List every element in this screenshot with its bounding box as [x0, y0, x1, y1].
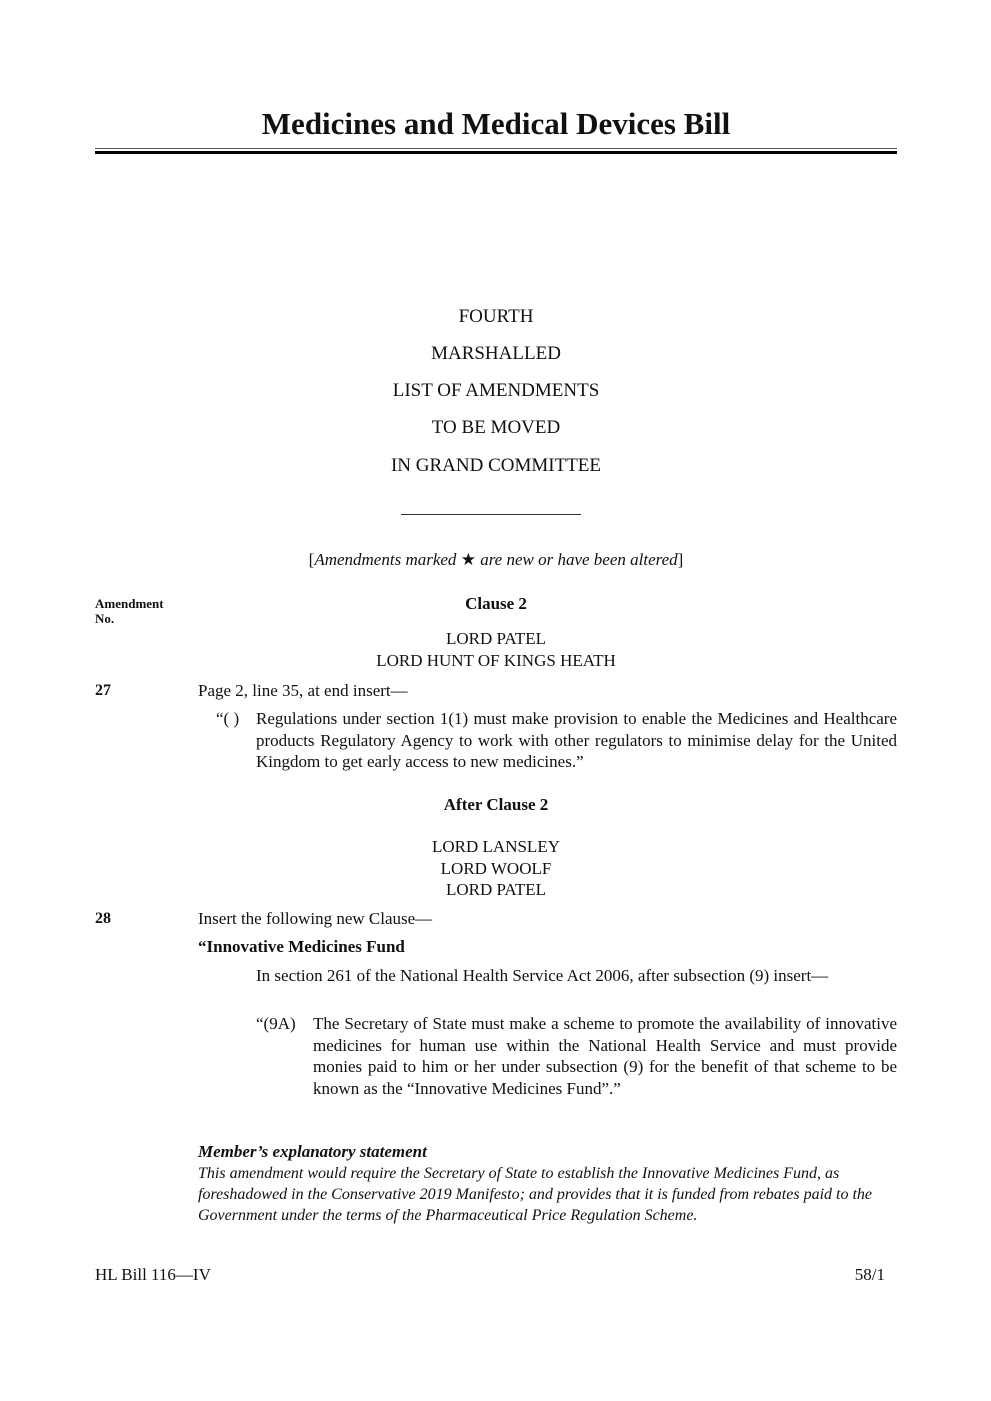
instruction: Page 2, line 35, at end insert—: [198, 681, 408, 700]
label-line: No.: [95, 611, 115, 626]
clause-intro: In section 261 of the National Health Service Act 2006, after subsection (9) insert—: [256, 966, 829, 985]
sponsor: LORD WOOLF: [440, 859, 552, 878]
note-text: Amendments marked: [314, 550, 457, 569]
instruction: Insert the following new Clause—: [198, 909, 433, 928]
title-rule-thick: [95, 151, 897, 154]
separator-rule: [401, 514, 581, 515]
title-rule-thin: [95, 148, 897, 149]
section-heading: After Clause 2: [443, 795, 549, 814]
heading-line: TO BE MOVED: [431, 417, 561, 438]
statement-heading: Member’s explanatory statement: [198, 1142, 427, 1161]
footer-bill-ref: HL Bill 116—IV: [95, 1265, 211, 1284]
clause-title: “Innovative Medicines Fund: [198, 937, 405, 956]
star-icon: ★: [460, 550, 476, 569]
amendment-number: 27: [95, 682, 111, 699]
section-heading: Clause 2: [465, 594, 527, 613]
sponsor: LORD PATEL: [446, 880, 546, 899]
explanatory-statement: This amendment would require the Secretary of State to establish the Innovative Medicines Fund, as foreshadowed in the Conservative 2019 Manifesto; and provides that it is funded from rebates paid to the Government under the terms of the Pharmaceutical Price Regulation Scheme.: [198, 1165, 872, 1224]
footer-page-ref: 58/1: [854, 1265, 885, 1284]
amendments-note: [Amendments marked ★ are new or have been altered]: [308, 550, 684, 569]
subsection-marker: “( ): [216, 709, 240, 728]
amendment-text: Regulations under section 1(1) must make provision to enable the Medicines and Healthcare products Regulatory Agency to work with other regulators to minimise delay for the United Kingdom to get early access to new medicines.”: [256, 709, 897, 771]
heading-line: MARSHALLED: [431, 343, 561, 364]
heading-line: FOURTH: [458, 306, 534, 327]
sponsor: LORD HUNT OF KINGS HEATH: [376, 651, 616, 670]
sponsor: LORD PATEL: [446, 629, 546, 648]
amendment-text: The Secretary of State must make a scheme to promote the availability of innovative medicines for human use within the National Health Service and must provide monies paid to him or her under subsection (9) for the benefit of that scheme to be known as the “Innovative Medicines Fund”.”: [313, 1014, 897, 1098]
note-text: are new or have been altered: [480, 550, 678, 569]
label-line: Amendment: [95, 596, 164, 611]
sponsor: LORD LANSLEY: [432, 837, 560, 856]
bill-title: Medicines and Medical Devices Bill: [261, 106, 731, 141]
heading-line: LIST OF AMENDMENTS: [392, 380, 600, 401]
heading-line: IN GRAND COMMITTEE: [390, 455, 602, 476]
amendment-number: 28: [95, 910, 111, 927]
subsection-marker: “(9A): [256, 1014, 296, 1033]
